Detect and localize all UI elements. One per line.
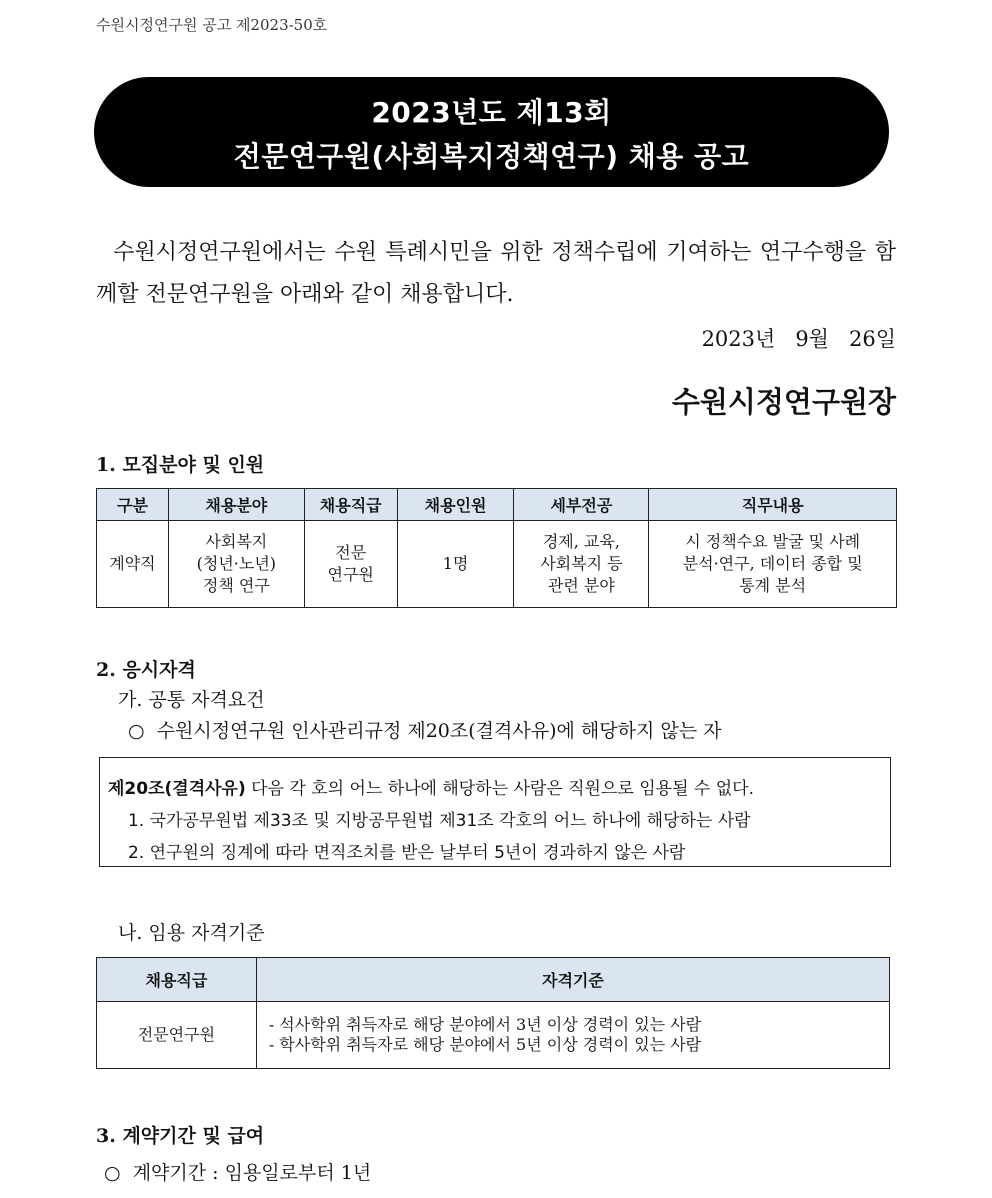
header-cell: 채용인원 [397,489,514,521]
article-item-1: 1. 국가공무원법 제33조 및 지방공무원법 제31조 각호의 어느 하나에 해당하는 사람 [128,811,751,831]
notice-date: 2023년 9월 26일 [701,327,896,351]
criteria-line: - 석사학위 취득자로 해당 분야에서 3년 이상 경력이 있는 사람 [268,1015,702,1034]
bullet-contract-period [104,1158,371,1185]
article-title: 제20조(결격사유) [108,779,246,799]
bullet-common-requirement [128,716,721,743]
rank-line: 전문 [335,543,367,562]
header-cell: 세부전공 [514,489,649,521]
duty-line: 분석·연구, 데이터 종합 및 [682,554,863,573]
intro-paragraph [96,232,896,316]
field-line: 정책 연구 [202,576,270,595]
subsection-b-title: 나. 임용 자격기준 [118,922,265,944]
qualification-table [96,957,890,1069]
recruitment-table [96,488,897,608]
subsection-a-title: 가. 공통 자격요건 [118,689,265,711]
header-cell: 직무내용 [649,489,897,521]
duty-line: 통계 분석 [739,576,807,595]
article-heading [108,774,754,799]
table-header-row [97,489,897,521]
section-3-title: 3. 계약기간 및 급여 [96,1125,265,1147]
header-cell: 구분 [97,489,169,521]
title-banner [94,77,889,187]
major-cell [514,521,649,608]
article-item-2: 2. 연구원의 징계에 따라 면직조치를 받은 날부터 5년이 경과하지 않은 사람 [128,843,686,863]
table-header-row [97,958,890,1002]
notice-number: 수원시정연구원 공고 제2023-50호 [96,16,328,34]
article-box [99,757,891,867]
major-line: 관련 분야 [547,576,615,595]
header-cell: 채용분야 [168,489,304,521]
field-line: 사회복지 [205,532,268,551]
table-row [97,521,897,608]
duty-cell [649,521,897,608]
header-cell: 채용직급 [304,489,397,521]
section-2-title: 2. 응시자격 [96,659,196,681]
header-cell: 자격기준 [256,958,889,1002]
section-1-title: 1. 모집분야 및 인원 [96,454,265,476]
major-line: 경제, 교육, [542,532,620,551]
criteria-line: - 학사학위 취득자로 해당 분야에서 5년 이상 경력이 있는 사람 [268,1035,702,1054]
table-row [97,1002,890,1069]
field-line: (청년·노년) [196,554,277,573]
title-line-2: 전문연구원(사회복지정책연구) 채용 공고 [233,140,750,173]
rank-cell [304,521,397,608]
article-text: 다음 각 호의 어느 하나에 해당하는 사람은 직원으로 임용될 수 없다. [245,779,754,799]
bullet-text: 계약기간 : 임용일로부터 1년 [132,1162,372,1184]
count-cell: 1명 [397,521,514,608]
rank-cell: 전문연구원 [97,1002,257,1069]
circle-bullet-icon: ○ [104,1162,121,1184]
circle-bullet-icon: ○ [128,720,145,742]
field-cell [168,521,304,608]
intro-text: 수원시정연구원에서는 수원 특례시민을 위한 정책수립에 기여하는 연구수행을 함께할 전문연구원을 아래와 같이 채용합니다. [96,240,896,307]
issuer-name: 수원시정연구원장 [671,385,896,419]
type-cell: 계약직 [97,521,169,608]
rank-line: 연구원 [327,565,374,584]
header-cell: 채용직급 [97,958,257,1002]
title-line-1: 2023년도 제13회 [371,96,612,129]
criteria-cell [256,1002,889,1069]
bullet-text: 수원시정연구원 인사관리규정 제20조(결격사유)에 해당하지 않는 자 [156,720,722,742]
major-line: 사회복지 등 [540,554,623,573]
duty-line: 시 정책수요 발굴 및 사례 [685,532,861,551]
